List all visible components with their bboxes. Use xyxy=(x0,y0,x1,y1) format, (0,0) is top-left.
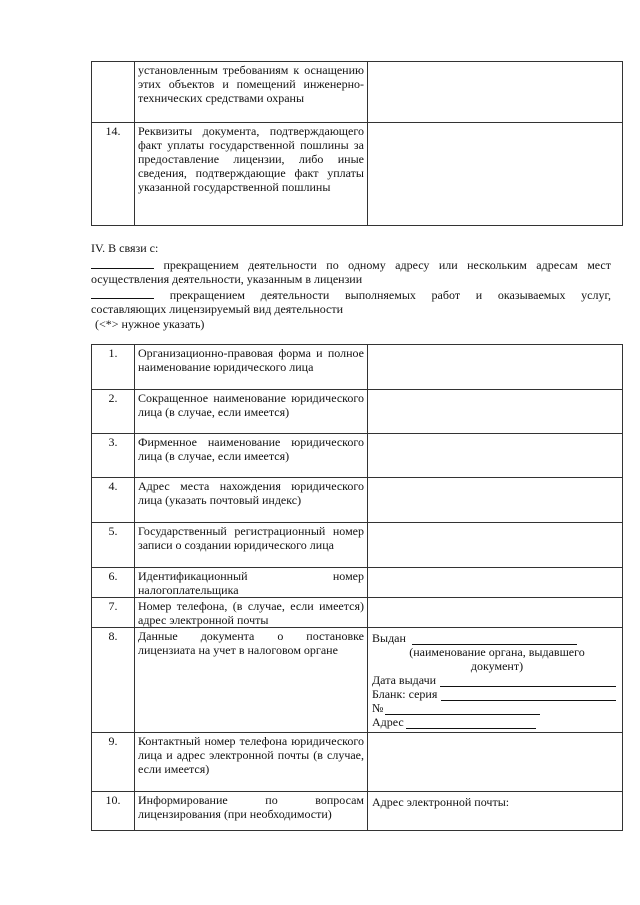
table-row xyxy=(92,568,623,598)
row-value-field[interactable] xyxy=(368,123,623,226)
email-block[interactable] xyxy=(368,792,623,831)
option-2-text: прекращением деятельности выполняемых работ и оказываемых услуг, xyxy=(169,288,612,302)
form-series-label: Бланк: серия xyxy=(372,687,438,701)
row-description: Идентификационный номер налогоплательщика xyxy=(135,568,368,598)
note-text: (<*> нужное указать) xyxy=(95,317,205,331)
address-label: Адрес xyxy=(372,715,404,729)
table-row xyxy=(92,390,623,434)
issue-date-line xyxy=(372,673,618,687)
email-label: Адрес электронной почты: xyxy=(372,795,510,809)
row-value-field[interactable] xyxy=(368,523,623,568)
row-value-field[interactable] xyxy=(368,568,623,598)
issued-by-field[interactable] xyxy=(412,633,577,645)
row-number: 14. xyxy=(92,123,135,226)
table-row xyxy=(92,434,623,478)
row-number: 10. xyxy=(92,792,135,831)
table-row xyxy=(92,598,623,628)
form-series-field[interactable] xyxy=(441,689,616,701)
table-row xyxy=(92,733,623,792)
issue-date-field[interactable] xyxy=(440,675,616,687)
row-number: 9. xyxy=(92,733,135,792)
option-2-line xyxy=(91,287,611,302)
document-number-label: № xyxy=(372,701,384,715)
option-2-continuation: составляющих лицензируемый вид деятельности xyxy=(91,302,344,316)
row-number: 4. xyxy=(92,478,135,523)
option-1-checkbox-blank[interactable] xyxy=(91,257,154,269)
issued-by-note: (наименование органа, выдавшего документ) xyxy=(409,645,585,673)
section-heading: IV. В связи с: xyxy=(91,241,159,255)
table-row xyxy=(92,792,623,831)
row-description: Реквизиты документа, подтверждающего факт уплаты государственной пошлины за предоставление лицензии, либо иные сведения, подтверждающие факт уплаты указанной государственной пошлины xyxy=(135,123,368,226)
address-field[interactable] xyxy=(406,717,536,729)
table-row xyxy=(92,628,623,733)
row-number xyxy=(92,62,135,123)
option-1-line xyxy=(91,257,611,272)
document-number-line xyxy=(372,701,618,715)
issued-by-label: Выдан xyxy=(372,631,406,645)
row-value-field[interactable] xyxy=(368,733,623,792)
row-number: 8. xyxy=(92,628,135,733)
row-description: установленным требованиям к оснащению этих объектов и помещений инженерно-технических средствами охраны xyxy=(135,62,368,123)
row-number: 7. xyxy=(92,598,135,628)
row-value-field[interactable] xyxy=(368,345,623,390)
table-row xyxy=(92,523,623,568)
option-1-text: прекращением деятельности по одному адресу или нескольким адресам мест xyxy=(163,258,611,272)
row-number: 5. xyxy=(92,523,135,568)
table-row xyxy=(92,345,623,390)
row-description: Сокращенное наименование юридического лица (в случае, если имеется) xyxy=(135,390,368,434)
address-line xyxy=(372,715,618,729)
row-description: Организационно-правовая форма и полное наименование юридического лица xyxy=(135,345,368,390)
row-value-field[interactable] xyxy=(368,478,623,523)
table-legal-entity xyxy=(91,344,623,831)
table-row xyxy=(92,478,623,523)
tax-registration-block xyxy=(368,628,623,733)
row-number: 3. xyxy=(92,434,135,478)
document-number-field[interactable] xyxy=(385,703,540,715)
row-number: 1. xyxy=(92,345,135,390)
issue-date-label: Дата выдачи xyxy=(372,673,437,687)
issued-by-line xyxy=(372,631,618,645)
table-row xyxy=(92,62,623,123)
row-description: Фирменное наименование юридического лица (в случае, если имеется) xyxy=(135,434,368,478)
form-series-line xyxy=(372,687,618,701)
row-value-field[interactable] xyxy=(368,62,623,123)
row-value-field[interactable] xyxy=(368,434,623,478)
row-number: 2. xyxy=(92,390,135,434)
row-description: Данные документа о постановке лицензиата на учет в налоговом органе xyxy=(135,628,368,733)
row-description: Информирование по вопросам лицензирования (при необходимости) xyxy=(135,792,368,831)
row-number: 6. xyxy=(92,568,135,598)
row-value-field[interactable] xyxy=(368,390,623,434)
row-value-field[interactable] xyxy=(368,598,623,628)
row-description: Адрес места нахождения юридического лица (указать почтовый индекс) xyxy=(135,478,368,523)
option-2-checkbox-blank[interactable] xyxy=(91,287,154,299)
row-description: Государственный регистрационный номер записи о создании юридического лица xyxy=(135,523,368,568)
row-description: Контактный номер телефона юридического лица и адрес электронной почты (в случае, если имеется) xyxy=(135,733,368,792)
table-top xyxy=(91,61,623,226)
row-description: Номер телефона, (в случае, если имеется) адрес электронной почты xyxy=(135,598,368,628)
table-row xyxy=(92,123,623,226)
option-1-continuation: осуществления деятельности, указанным в лицензии xyxy=(91,272,363,286)
